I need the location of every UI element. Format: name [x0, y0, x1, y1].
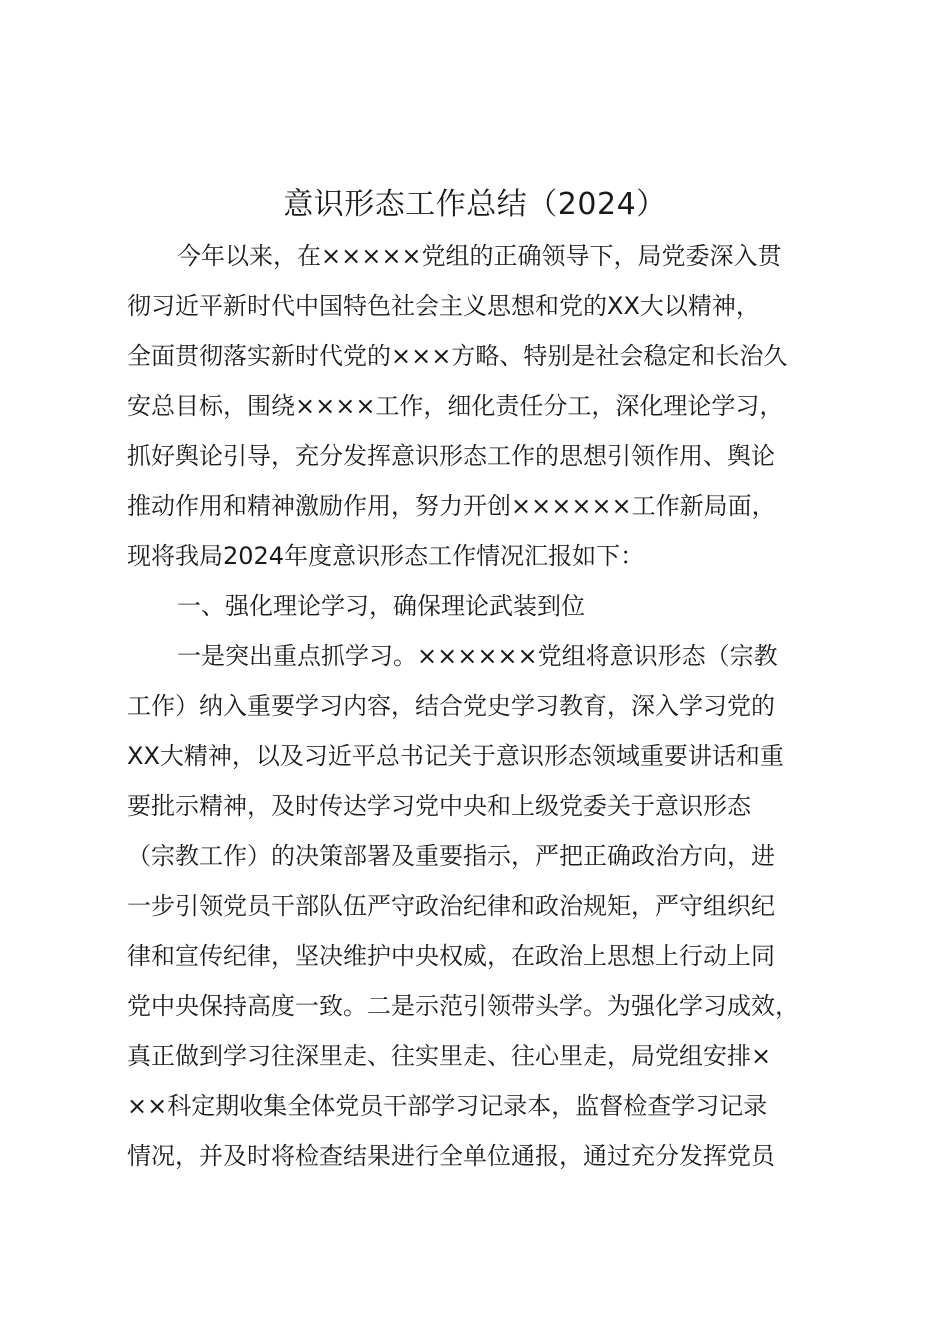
paragraph-line: 工作）纳入重要学习内容，结合党史学习教育，深入学习党的: [127, 692, 775, 720]
section-heading: 一、强化理论学习，确保理论武装到位: [177, 592, 585, 620]
paragraph-line: 推动作用和精神激励作用，努力开创××××××工作新局面，: [127, 492, 776, 520]
paragraph-line: 抓好舆论引导，充分发挥意识形态工作的思想引领作用、舆论: [127, 442, 775, 470]
document-title: 意识形态工作总结（2024）: [283, 187, 667, 222]
paragraph-line: 现将我局2024年度意识形态工作情况汇报如下：: [127, 542, 645, 570]
paragraph-line: 彻习近平新时代中国特色社会主义思想和党的XX大以精神，: [127, 292, 760, 320]
paragraph-line: 一步引领党员干部队伍严守政治纪律和政治规矩，严守组织纪: [127, 892, 775, 920]
paragraph-line: 律和宣传纪律，坚决维护中央权威，在政治上思想上行动上同: [127, 942, 775, 970]
paragraph-line: 安总目标，围绕××××工作，细化责任分工，深化理论学习，: [127, 392, 784, 420]
document-body: [127, 231, 837, 1181]
paragraph-line: 一是突出重点抓学习。××××××党组将意识形态（宗教: [177, 642, 778, 670]
paragraph-line: ××科定期收集全体党员干部学习记录本，监督检查学习记录: [127, 1092, 768, 1120]
paragraph-line: 全面贯彻落实新时代党的×××方略、特别是社会稳定和长治久: [127, 342, 788, 370]
paragraph-line: XX大精神，以及习近平总书记关于意识形态领域重要讲话和重: [127, 742, 784, 770]
paragraph-line: 今年以来，在×××××党组的正确领导下，局党委深入贯: [177, 242, 782, 270]
paragraph-line: 党中央保持高度一致。二是示范引领带头学。为强化学习成效，: [127, 992, 799, 1020]
paragraph-line: 真正做到学习往深里走、往实里走、往心里走，局党组安排×: [127, 1042, 772, 1070]
paragraph-line: 情况，并及时将检查结果进行全单位通报，通过充分发挥党员: [127, 1142, 775, 1170]
paragraph-line: （宗教工作）的决策部署及重要指示，严把正确政治方向，进: [127, 842, 775, 870]
paragraph-line: 要批示精神，及时传达学习党中央和上级党委关于意识形态: [127, 792, 751, 820]
